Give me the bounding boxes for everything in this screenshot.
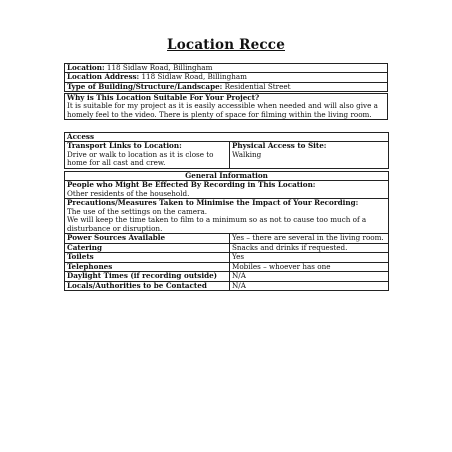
precautions-cell xyxy=(65,199,389,234)
daylight-value: N/A xyxy=(230,272,389,281)
location-details-table xyxy=(64,63,388,92)
suitability-heading: Why is This Location Suitable For Your Project? xyxy=(67,93,260,102)
people-label: People who Might Be Effected By Recording in This Location: xyxy=(67,180,316,190)
type-label: Type of Building/Structure/Landscape: xyxy=(67,82,223,91)
suitability-cell xyxy=(65,94,388,120)
physical-label: Physical Access to Site: xyxy=(232,141,327,151)
table-row xyxy=(65,181,389,199)
table-row xyxy=(65,281,389,290)
general-info-table xyxy=(64,171,389,291)
type-cell xyxy=(65,82,388,91)
table-row xyxy=(65,133,389,142)
transport-cell xyxy=(65,142,230,168)
table-row xyxy=(65,243,389,252)
transport-label: Transport Links to Location: xyxy=(67,141,182,151)
table-row xyxy=(65,234,389,243)
telephones-label: Telephones xyxy=(65,262,230,271)
page-title: Location Recce xyxy=(167,37,285,53)
table-row xyxy=(65,73,388,82)
catering-label: Catering xyxy=(65,243,230,252)
physical-value: Walking xyxy=(232,149,262,159)
precautions-line-2: We will keep the time taken to film to a minimum so as not to cause too much of a disturbance or disruption. xyxy=(67,215,367,233)
access-table xyxy=(64,132,389,169)
location-cell xyxy=(65,64,388,73)
suitability-text: It is suitable for my project as it is easily accessible when needed and will also give a homely feel to the video. There is plenty of space for filming within the living room. xyxy=(67,101,378,119)
catering-value: Snacks and drinks if requested. xyxy=(230,243,389,252)
table-row xyxy=(65,142,389,168)
toilets-value: Yes xyxy=(230,253,389,262)
daylight-label: Daylight Times (if recording outside) xyxy=(65,272,230,281)
table-row xyxy=(65,272,389,281)
table-row xyxy=(65,253,389,262)
table-row xyxy=(65,94,388,120)
general-heading: General Information xyxy=(65,172,389,181)
location-label: Location: xyxy=(67,63,105,72)
power-value: Yes – there are several in the living room. xyxy=(230,234,389,243)
address-label: Location Address: xyxy=(67,72,140,82)
table-row xyxy=(65,64,388,73)
table-row xyxy=(65,172,389,181)
toilets-label: Toilets xyxy=(65,253,230,262)
table-row xyxy=(65,262,389,271)
location-value: 118 Sidlaw Road, Billingham xyxy=(106,63,213,72)
transport-value: Drive or walk to location as it is close to home for all cast and crew. xyxy=(67,149,214,168)
access-heading: Access xyxy=(65,133,389,142)
precautions-label: Precautions/Measures Taken to Minimise the Impact of Your Recording: xyxy=(67,198,359,208)
address-value: 118 Sidlaw Road, Billingham xyxy=(141,72,247,82)
table-row xyxy=(65,82,388,91)
telephones-value: Mobiles – whoever has one xyxy=(230,262,389,271)
type-value: Residential Street xyxy=(224,82,291,91)
suitability-table xyxy=(64,93,388,120)
people-value: Other residents of the household. xyxy=(67,188,190,198)
authorities-value: N/A xyxy=(230,281,389,290)
people-cell xyxy=(65,181,389,199)
address-cell xyxy=(65,73,388,82)
physical-access-cell xyxy=(230,142,389,168)
authorities-label: Locals/Authorities to be Contacted xyxy=(65,281,230,290)
power-label: Power Sources Available xyxy=(65,234,230,243)
precautions-line-1: The use of the settings on the camera. xyxy=(67,206,208,216)
table-row xyxy=(65,199,389,234)
